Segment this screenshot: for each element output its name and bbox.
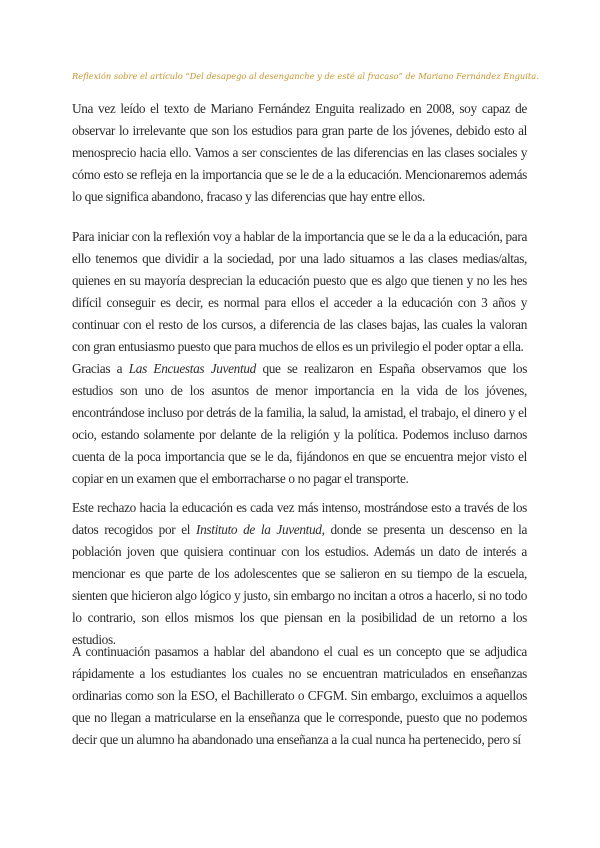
paragraph-importance-text: Para iniciar con la reflexión voy a hablar de la importancia que se le da a la educación, para ello tenemos que dividir a la sociedad, por una lado situamos a las clases medias/altas, quienes en su mayoría desprecian la educación puesto que es algo que tienen y no les hes difícil conseguir es decir, es normal para ellos el acceder a la educación con 3 años y continuar con el resto de los cursos, a diferencia de las clases bajas, las cuales la valoran con gran entusiasmo puesto que para muchos de ellos es un privilegio el poder optar a ella. [72, 229, 527, 354]
paragraph-rechazo-before: Este rechazo hacia la educación es cada vez más intenso, mostrándose esto a través de los datos recogidos por el [72, 500, 527, 537]
paragraph-rechazo [72, 497, 527, 651]
paragraph-encuestas [72, 358, 527, 490]
document-title: Reflexión sobre el artículo “Del desapego al desenganche y de esté al fracaso” de Mariano Fernández Enguita. [72, 71, 539, 81]
paragraph-abandono: A continuación pasamos a hablar del abandono el cual es un concepto que se adjudica rápidamente a los estudiantes los cuales no se encuentran matriculados en enseñanzas ordinarias como son la ESO, el Bachillerato o CFGM. Sin embargo, excluimos a aquellos que no llegan a matricularse en la enseñanza que le corresponde, puesto que no podemos decir que un alumno ha abandonado una enseñanza a la cual nunca ha pertenecido, pero sí [72, 644, 527, 747]
paragraph-intro: Una vez leído el texto de Mariano Fernández Enguita realizado en 2008, soy capaz de observar lo irrelevante que son los estudios para gran parte de los jóvenes, debido esto al menosprecio hacia ello. Vamos a ser conscientes de las diferencias en las clases sociales y cómo esto se refleja en la importancia que se le de a la educación. Mencionaremos además lo que significa abandono, fracaso y las diferencias que hay entre ellos. [72, 101, 527, 204]
paragraph-importance [72, 226, 527, 490]
instituto-juventud-title: Instituto de la Juventud, [196, 522, 325, 537]
paragraph-rechazo-after: donde se presenta un descenso en la población joven que quisiera continuar con los estudios. Además un dato de interés a mencionar es que parte de los adolescentes que se salieron en su tiempo de la escuela, sienten que hicieron algo lógico y justo, sin embargo no incitan a otros a hacerlo, si no todo lo contrario, son ellos mismos los que piensan en la posibilidad de un retorno a los estudios. [72, 522, 527, 647]
encuestas-juventud-title: Las Encuestas Juventud [128, 361, 256, 376]
paragraph-encuestas-after: que se realizaron en España observamos que los estudios son uno de los asuntos de menor importancia en la vida de los jóvenes, encontrándose incluso por detrás de la familia, la salud, la amistad, el trabajo, el dinero y el ocio, estando solamente por delante de la religión y la política. Podemos incluso darnos cuenta de la poca importancia que se le da, fijándonos en que se encuentra mejor visto el copiar en un examen que el emborracharse o no pagar el transporte. [72, 361, 528, 486]
paragraph-encuestas-before: Gracias a [72, 361, 129, 376]
